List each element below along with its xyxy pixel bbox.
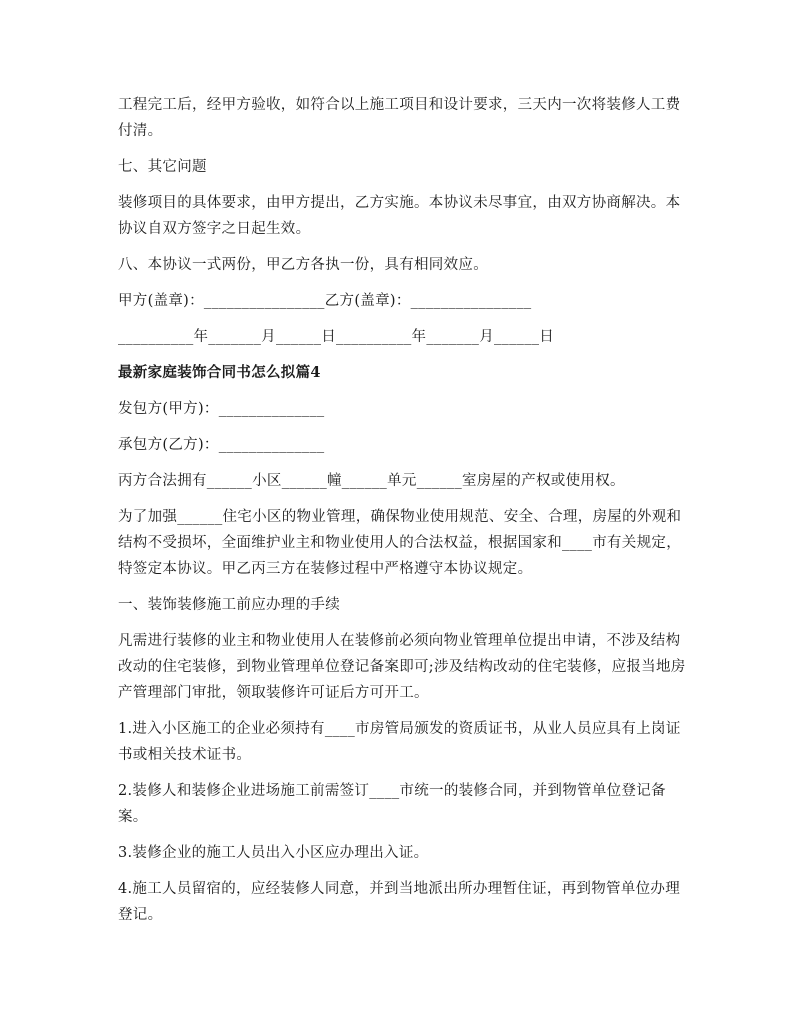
party-a-line: 发包方(甲方)：______________ [118, 401, 325, 417]
party-c-ownership: 丙方合法拥有______小区______幢______单元______室房屋的产权或使用权。 [118, 473, 625, 489]
paragraph-other-issues: 装修项目的具体要求，由甲方提出，乙方实施。本协议未尽事宜，由双方协商解决。本协议自双方签字之日起生效。 [118, 195, 681, 237]
party-b-line: 承包方(乙方)：______________ [118, 437, 325, 453]
list-item-4: 4.施工人员留宿的，应经装修人同意，并到当地派出所办理暂住证，再到物管单位办理登记。 [118, 881, 681, 923]
paragraph-purpose: 为了加强______住宅小区的物业管理，确保物业使用规范、安全、合理，房屋的外观和结构不受损坏，全面维护业主和物业使用人的合法权益，根据国家和____市有关规定，特签定本协议。甲乙丙三方在装修过程中严格遵守本协议规定。 [118, 509, 682, 577]
section-heading-other-issues: 七、其它问题 [118, 159, 207, 175]
list-item-2: 2.装修人和装修企业进场施工前需签订____市统一的装修合同，并到物管单位登记备案。 [118, 783, 666, 825]
date-line: __________年_______月______日__________年_______月______日 [118, 329, 555, 345]
paragraph-copies-clause: 八、本协议一式两份，甲乙方各执一份，具有相同效应。 [118, 257, 488, 273]
paragraph-payment-terms: 工程完工后，经甲方验收，如符合以上施工项目和设计要求，三天内一次将装修人工费付清。 [118, 97, 681, 139]
section-heading-procedures: 一、装饰装修施工前应办理的手续 [118, 597, 340, 613]
document-page [118, 92, 686, 928]
list-item-1: 1.进入小区施工的企业必须持有____市房管局颁发的资质证书，从业人员应具有上岗证书或相关技术证书。 [118, 721, 681, 763]
signature-line: 甲方(盖章)：________________乙方(盖章)：________________ [118, 293, 532, 309]
paragraph-application: 凡需进行装修的业主和物业使用人在装修前必须向物业管理单位提出申请，不涉及结构改动的住宅装修，到物业管理单位登记备案即可;涉及结构改动的住宅装修，应报当地房产管理部门审批，领取装修许可证后方可开工。 [118, 633, 686, 701]
article-heading: 最新家庭装饰合同书怎么拟篇4 [118, 364, 321, 381]
list-item-3: 3.装修企业的施工人员出入小区应办理出入证。 [118, 845, 429, 861]
